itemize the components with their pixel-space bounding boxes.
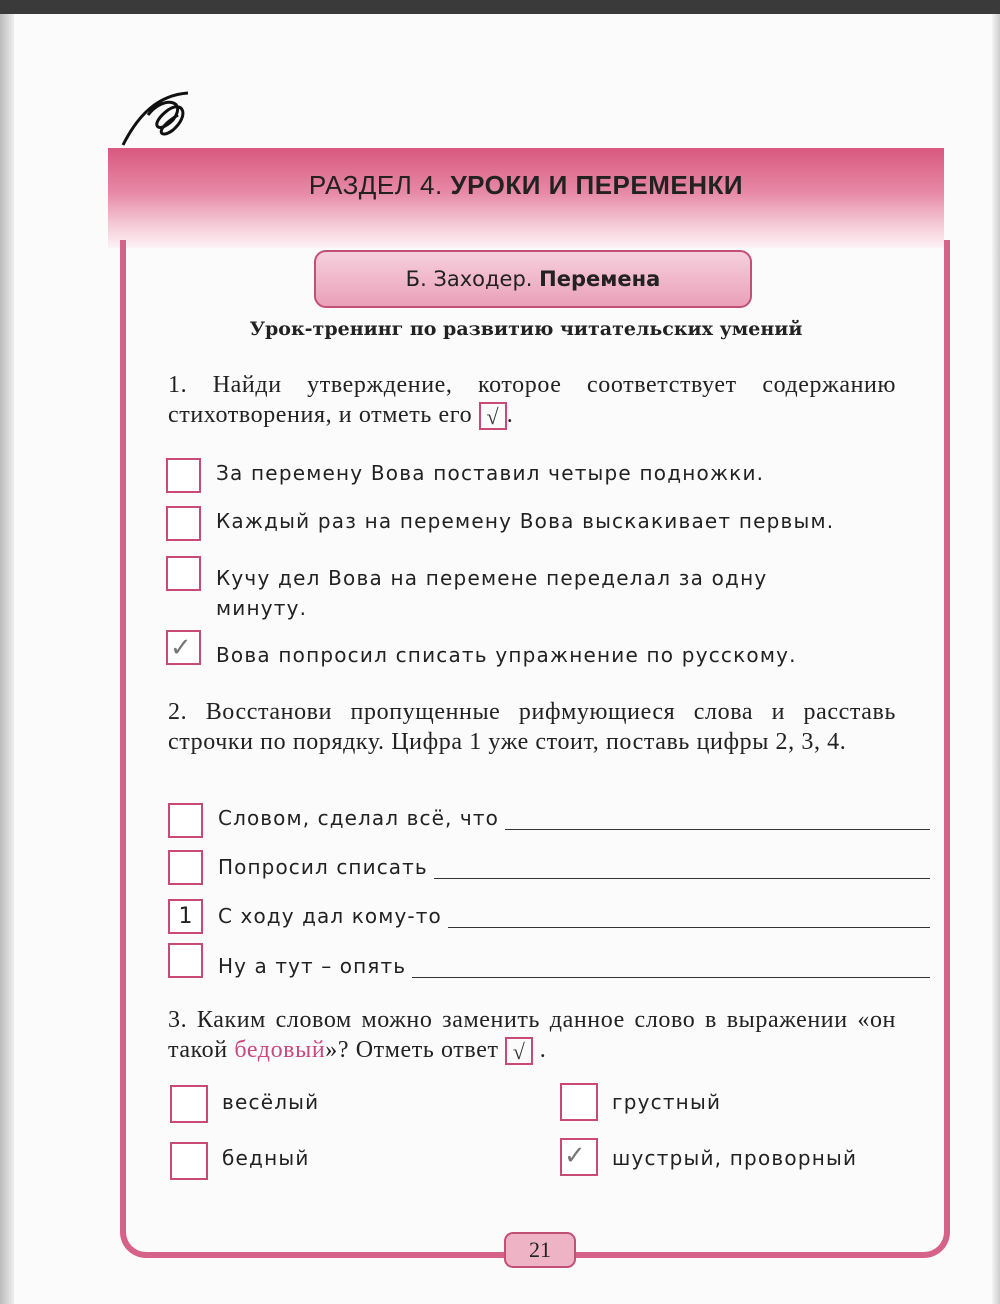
line-text: Ну а тут – опять bbox=[218, 954, 407, 978]
option-checkbox[interactable] bbox=[166, 458, 201, 493]
highlighted-word: бедовый bbox=[234, 1037, 326, 1063]
work-title-box bbox=[314, 250, 752, 308]
option-checkbox-checked[interactable] bbox=[166, 630, 201, 665]
fill-line-row bbox=[218, 904, 930, 928]
section-name: УРОКИ И ПЕРЕМЕНКИ bbox=[450, 170, 744, 200]
option-label: бедный bbox=[222, 1146, 310, 1170]
answer-blank[interactable] bbox=[448, 907, 930, 928]
option-checkbox[interactable] bbox=[166, 556, 201, 591]
question-3 bbox=[168, 1005, 896, 1065]
section-title bbox=[108, 170, 944, 201]
option-label: За перемену Вова поставил четыре подножки. bbox=[216, 461, 765, 485]
check-mark-example bbox=[505, 1037, 533, 1065]
lesson-heading: Урок-тренинг по развитию читательских умений bbox=[249, 318, 803, 340]
order-box[interactable] bbox=[168, 803, 203, 838]
check-mark-example bbox=[479, 402, 507, 430]
scan-edge-left bbox=[0, 14, 14, 1304]
line-text: Словом, сделал всё, что bbox=[218, 806, 499, 830]
pen-scribble-icon bbox=[118, 85, 198, 155]
answer-blank[interactable] bbox=[412, 957, 930, 978]
option-label: весёлый bbox=[222, 1090, 320, 1114]
order-box[interactable] bbox=[168, 943, 203, 978]
option-checkbox-checked[interactable] bbox=[560, 1138, 598, 1176]
period: . bbox=[506, 402, 514, 428]
option-label: грустный bbox=[612, 1090, 722, 1114]
author: Б. Заходер. bbox=[405, 267, 533, 291]
fill-line-row bbox=[218, 806, 930, 830]
order-box[interactable] bbox=[168, 850, 203, 885]
order-box[interactable]: 1 bbox=[168, 899, 203, 934]
answer-blank[interactable] bbox=[434, 858, 930, 879]
scan-edge-right bbox=[992, 14, 1000, 1304]
period: . bbox=[539, 1037, 547, 1063]
option-label: Вова попросил списать упражнение по русскому. bbox=[216, 643, 797, 667]
fill-line-row bbox=[218, 855, 930, 879]
option-label: Кучу дел Вова на перемене переделал за одну минуту. bbox=[216, 566, 768, 620]
section-prefix: РАЗДЕЛ 4. bbox=[308, 170, 443, 200]
handwritten-check-icon: ✓ bbox=[170, 633, 192, 663]
question-2-text: 2. Восстанови пропущенные рифмующиеся слова и расставь строчки по порядку. Цифра 1 уже стоит, поставь цифры 2, 3, 4. bbox=[168, 699, 896, 755]
option-label: шустрый, проворный bbox=[612, 1146, 858, 1170]
question-3-text-end: »? Отметь ответ bbox=[325, 1037, 499, 1063]
option-label: Каждый раз на перемену Вова выскакивает первым. bbox=[216, 509, 835, 533]
option-checkbox[interactable] bbox=[560, 1083, 598, 1121]
question-1 bbox=[168, 370, 896, 430]
question-1-text: 1. Найди утверждение, которое соответствует содержанию стихотворения, и отметь его bbox=[168, 372, 896, 428]
option-checkbox[interactable] bbox=[166, 506, 201, 541]
handwritten-check-icon: ✓ bbox=[564, 1141, 586, 1171]
work-title: Перемена bbox=[539, 267, 661, 291]
question-3-text: 3. Каким словом можно заменить данное слово в выражении «он такой bbox=[168, 1007, 896, 1063]
scan-edge-top bbox=[0, 0, 1000, 14]
check-icon: √ bbox=[486, 404, 500, 430]
page-number: 21 bbox=[504, 1232, 576, 1268]
option-checkbox[interactable] bbox=[170, 1142, 208, 1180]
fill-line-row bbox=[218, 954, 930, 978]
line-text: С ходу дал кому-то bbox=[218, 904, 442, 928]
check-icon: √ bbox=[512, 1039, 526, 1065]
line-text: Попросил списать bbox=[218, 855, 428, 879]
option-checkbox[interactable] bbox=[170, 1085, 208, 1123]
answer-blank[interactable] bbox=[505, 809, 930, 830]
